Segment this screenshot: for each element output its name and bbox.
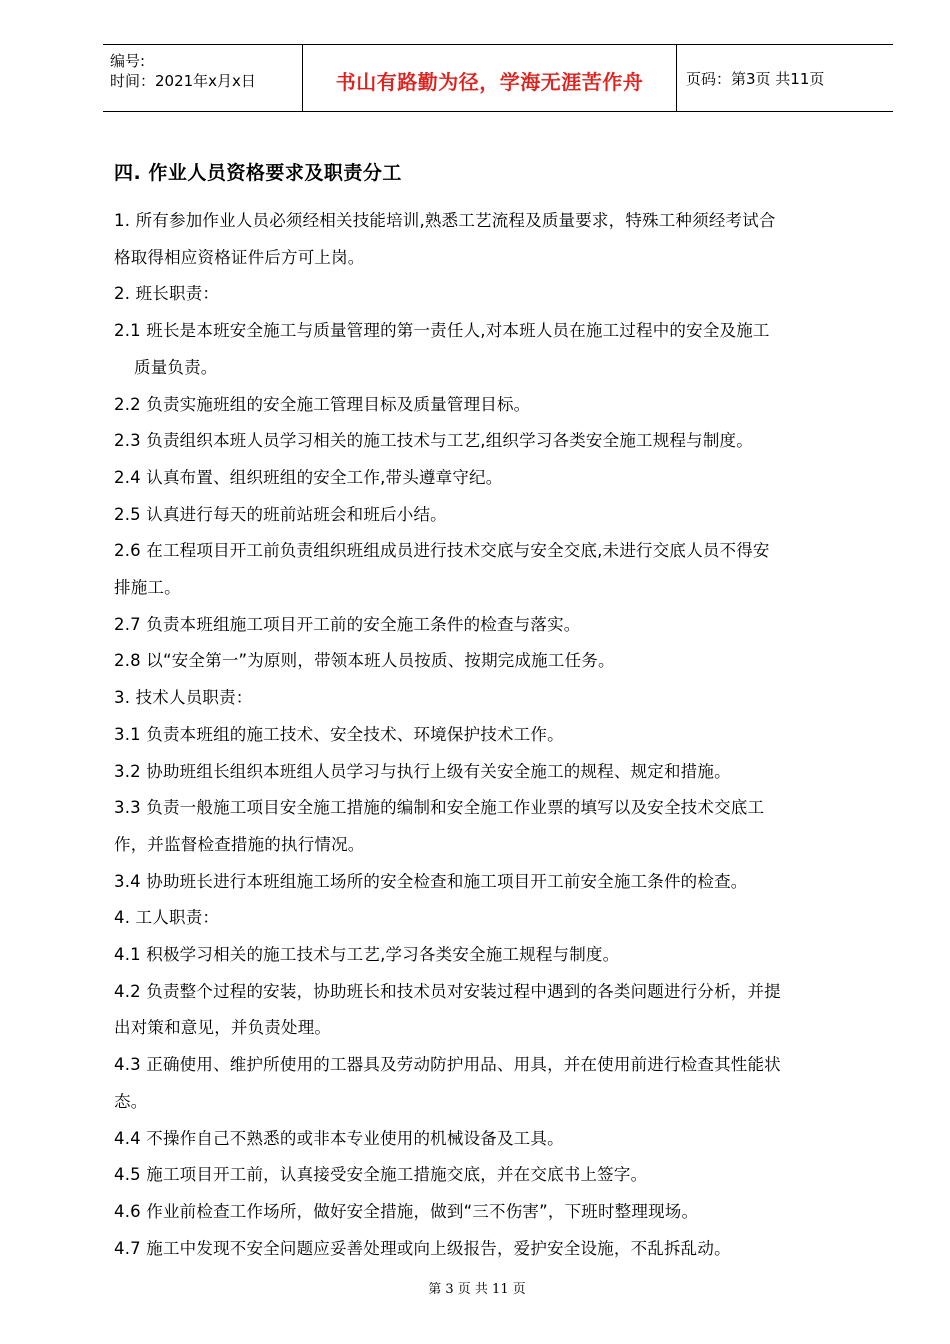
paragraph-line: 4.5 施工项目开工前，认真接受安全施工措施交底，并在交底书上签字。 — [114, 1165, 648, 1185]
paragraph-line: 2.5 认真进行每天的班前站班会和班后小结。 — [114, 504, 447, 524]
paragraph-line: 2.4 认真布置、组织班组的安全工作,带头遵章守纪。 — [114, 467, 503, 487]
header-motto-cell — [303, 45, 677, 111]
paragraph-line: 4.1 积极学习相关的施工技术与工艺,学习各类安全施工规程与制度。 — [114, 945, 620, 965]
paragraph-line: 1. 所有参加作业人员必须经相关技能培训,熟悉工艺流程及质量要求，特殊工种须经考试合 — [114, 211, 776, 230]
paragraph-line: 3.2 协助班组长组织本班组人员学习与执行上级有关安全施工的规程、规定和措施。 — [114, 761, 731, 781]
paragraph-line: 2.1 班长是本班安全施工与质量管理的第一责任人,对本班人员在施工过程中的安全及施工 — [114, 321, 770, 341]
document-date: 时间：2021年x月x日 — [110, 72, 256, 90]
paragraph-line: 3.1 负责本班组的施工技术、安全技术、环境保护技术工作。 — [114, 724, 564, 744]
paragraph-line: 质量负责。 — [134, 357, 218, 377]
paragraph-line: 4.7 施工中发现不安全问题应妥善处理或向上级报告，爱护安全设施，不乱拆乱动。 — [114, 1238, 731, 1258]
paragraph-line: 4.6 作业前检查工作场所，做好安全措施，做到“三不伤害”，下班时整理现场。 — [114, 1201, 699, 1221]
paragraph-line: 4.2 负责整个过程的安装，协助班长和技术员对安装过程中遇到的各类问题进行分析，并提 — [114, 981, 781, 1001]
paragraph-line: 态。 — [114, 1091, 148, 1111]
paragraph-line: 3.4 协助班长进行本班组施工场所的安全检查和施工项目开工前安全施工条件的检查。 — [114, 871, 748, 891]
paragraph-line: 2.2 负责实施班组的安全施工管理目标及质量管理目标。 — [114, 394, 531, 414]
header-meta-cell — [103, 45, 303, 111]
document-number-label: 编号: — [110, 52, 146, 70]
paragraph-line: 排施工。 — [114, 578, 181, 598]
paragraph-line: 作，并监督检查措施的执行情况。 — [114, 834, 365, 854]
paragraph-line: 3. 技术人员职责： — [114, 688, 253, 708]
paragraph-line: 2. 班长职责： — [114, 284, 220, 304]
section-body — [114, 203, 890, 1267]
paragraph-line: 4.4 不操作自己不熟悉的或非本专业使用的机械设备及工具。 — [114, 1128, 564, 1148]
header-page-code: 页码：第3页 共11页 — [686, 69, 825, 88]
paragraph-line: 2.8 以“安全第一”为原则，带领本班人员按质、按期完成施工任务。 — [114, 651, 615, 671]
header-page-cell — [677, 45, 893, 111]
paragraph-line: 2.7 负责本班组施工项目开工前的安全施工条件的检查与落实。 — [114, 614, 581, 634]
paragraph-line: 3.3 负责一般施工项目安全施工措施的编制和安全施工作业票的填写以及安全技术交底工 — [114, 798, 765, 818]
paragraph-line: 4.3 正确使用、维护所使用的工器具及劳动防护用品、用具，并在使用前进行检查其性能状 — [114, 1055, 781, 1075]
header-motto: 书山有路勤为径，学海无涯苦作舟 — [335, 69, 644, 94]
paragraph-line: 2.3 负责组织本班人员学习相关的施工技术与工艺,组织学习各类安全施工规程与制度。 — [114, 431, 753, 451]
paragraph-line: 出对策和意见，并负责处理。 — [114, 1018, 332, 1038]
page-footer: 第 3 页 共 11 页 — [428, 1282, 526, 1297]
paragraph-line: 4. 工人职责： — [114, 908, 220, 928]
paragraph-line: 2.6 在工程项目开工前负责组织班组成员进行技术交底与安全交底,未进行交底人员不得安 — [114, 541, 770, 561]
page-header — [103, 44, 893, 112]
section-title: 四. 作业人员资格要求及职责分工 — [114, 162, 402, 184]
paragraph-line: 格取得相应资格证件后方可上岗。 — [114, 247, 365, 267]
